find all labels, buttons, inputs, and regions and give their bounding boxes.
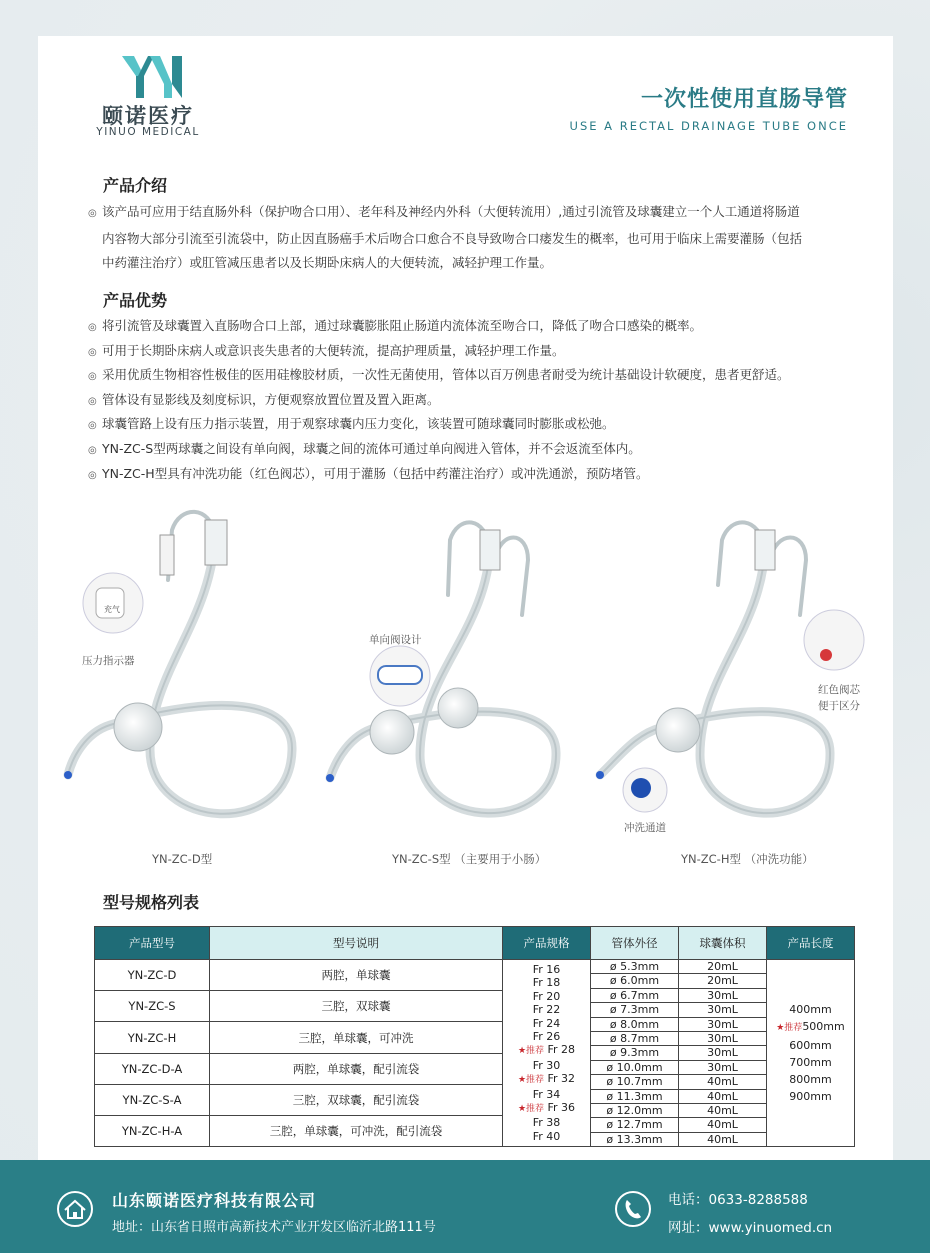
advantage-item: ◎ YN-ZC-S型两球囊之间设有单向阀，球囊之间的流体可通过单向阀进入管体，并不会返流至体内。	[88, 440, 641, 456]
desc-cell: 三腔，双球囊，配引流袋	[210, 1084, 503, 1115]
product-title-en: USE A RECTAL DRAINAGE TUBE ONCE	[569, 119, 848, 133]
recommended-badge: ★推荐	[517, 1046, 545, 1057]
spec-fr-cell	[503, 960, 591, 1147]
brand-name-en: YINUO MEDICAL	[96, 126, 200, 138]
spec-value: Fr 20	[532, 989, 561, 1003]
advantage-item: ◎ YN-ZC-H型具有冲洗功能（红色阀芯），可用于灌肠（包括中药灌注治疗）或冲洗通淤，预防堵管。	[88, 465, 649, 481]
caption-yn-zc-h: YN-ZC-H型 （冲洗功能）	[681, 852, 814, 866]
recommended-badge: ★推荐	[517, 1104, 545, 1115]
recommended-badge: ★推荐	[776, 1023, 803, 1034]
spec-value: 20mL	[679, 960, 766, 974]
model-cell: YN-ZC-S-A	[95, 1084, 210, 1115]
col-length: 产品长度	[767, 927, 855, 960]
desc-cell: 两腔，单球囊，配引流袋	[210, 1053, 503, 1084]
spec-value: 40mL	[679, 1075, 766, 1089]
label-red-valve-1: 红色阀芯	[818, 684, 860, 696]
product-title-cn: 一次性使用直肠导管	[640, 87, 848, 112]
spec-value: 800mm	[789, 1073, 832, 1087]
spec-table-title: 型号规格列表	[103, 893, 200, 912]
advantages-heading: 产品优势	[103, 291, 168, 310]
spec-value: 30mL	[679, 1003, 766, 1017]
spec-value: Fr 34	[532, 1087, 561, 1101]
spec-value: ø 6.7mm	[591, 989, 678, 1003]
spec-length-cell	[767, 960, 855, 1147]
advantage-item: ◎ 采用优质生物相容性极佳的医用硅橡胶材质，一次性无菌使用，管体以百万例患者耐受为统计基础设计软硬度，患者更舒适。	[88, 367, 790, 383]
spec-value: ø 5.3mm	[591, 960, 678, 974]
col-od: 管体外径	[591, 927, 679, 960]
spec-volume-cell	[679, 960, 767, 1147]
company-website[interactable]: 网址：www.yinuomed.cn	[668, 1220, 833, 1236]
col-model: 产品型号	[95, 927, 210, 960]
model-cell: YN-ZC-H	[95, 1022, 210, 1053]
spec-value: 400mm	[789, 1003, 832, 1017]
advantages-list	[88, 314, 878, 486]
spec-value: ø 12.0mm	[591, 1104, 678, 1118]
spec-table	[94, 926, 855, 1147]
company-logo	[88, 54, 208, 142]
desc-cell: 两腔，单球囊	[210, 960, 503, 991]
col-description: 型号说明	[210, 927, 503, 960]
brand-name-cn: 颐诺医疗	[102, 104, 194, 128]
intro-heading: 产品介绍	[103, 176, 168, 195]
label-pressure-indicator: 压力指示器	[82, 655, 135, 667]
spec-value: ø 9.3mm	[591, 1046, 678, 1060]
home-icon	[56, 1190, 94, 1228]
spec-value: ★推荐 Fr 32	[517, 1072, 576, 1086]
spec-value: Fr 38	[532, 1116, 561, 1130]
spec-value: 700mm	[789, 1056, 832, 1070]
spec-value: ø 12.7mm	[591, 1118, 678, 1132]
intro-line: 中药灌注治疗）或肛管减压患者以及长期卧床病人的大便转流，减轻护理工作量。	[102, 255, 553, 270]
spec-value: 30mL	[679, 1018, 766, 1032]
model-cell: YN-ZC-D-A	[95, 1053, 210, 1084]
label-flush-channel: 冲洗通道	[624, 822, 666, 834]
spec-value: ø 10.7mm	[591, 1075, 678, 1089]
product-illustrations	[0, 500, 930, 880]
advantage-item: ◎ 可用于长期卧床病人或意识丧失患者的大便转流，提高护理质量，减轻护理工作量。	[88, 342, 565, 358]
spec-value: Fr 30	[532, 1058, 561, 1072]
yn-logo-mark	[88, 54, 208, 102]
col-spec: 产品规格	[503, 927, 591, 960]
spec-value: 40mL	[679, 1104, 766, 1118]
spec-value: 20mL	[679, 974, 766, 988]
label-red-valve-2: 便于区分	[818, 700, 860, 712]
desc-cell: 三腔，双球囊	[210, 991, 503, 1022]
catheter-yn-zc-h	[596, 522, 864, 813]
spec-value: Fr 40	[532, 1129, 561, 1143]
company-tel: 电话：0633-8288588	[668, 1192, 808, 1208]
spec-value: ø 6.0mm	[591, 974, 678, 988]
company-address: 地址：山东省日照市高新技术产业开发区临沂北路111号	[112, 1220, 436, 1235]
label-one-way-valve: 单向阀设计	[369, 634, 422, 646]
caption-yn-zc-s: YN-ZC-S型 （主要用于小肠）	[392, 852, 547, 866]
spec-value: ★推荐500mm	[776, 1020, 845, 1034]
spec-value: ★推荐 Fr 28	[517, 1043, 576, 1057]
spec-value: ø 8.0mm	[591, 1018, 678, 1032]
intro-text	[88, 200, 868, 276]
company-name: 山东颐诺医疗科技有限公司	[112, 1191, 317, 1210]
spec-value: 30mL	[679, 1061, 766, 1075]
advantage-item: ◎ 球囊管路上设有压力指示装置，用于观察球囊内压力变化，该装置可随球囊同时膨胀或松弛。	[88, 416, 615, 432]
phone-icon	[614, 1190, 652, 1228]
spec-value: 600mm	[789, 1039, 832, 1053]
spec-value: Fr 26	[532, 1030, 561, 1044]
advantage-item: ◎ 将引流管及球囊置入直肠吻合口上部，通过球囊膨胀阻止肠道内流体流至吻合口，降低了吻合口感染的概率。	[88, 318, 703, 333]
recommended-badge: ★推荐	[517, 1075, 545, 1086]
red-valve-inset	[804, 610, 864, 670]
table-row	[95, 960, 855, 991]
spec-od-cell	[591, 960, 679, 1147]
spec-value: 30mL	[679, 1046, 766, 1060]
catheter-yn-zc-s	[326, 522, 556, 813]
col-volume: 球囊体积	[679, 927, 767, 960]
spec-value: ø 7.3mm	[591, 1003, 678, 1017]
spec-value: ★推荐 Fr 36	[517, 1101, 576, 1115]
spec-value: Fr 24	[532, 1016, 561, 1030]
model-cell: YN-ZC-H-A	[95, 1116, 210, 1147]
spec-value: ø 10.0mm	[591, 1061, 678, 1075]
desc-cell: 三腔，单球囊，可冲洗，配引流袋	[210, 1116, 503, 1147]
spec-value: ø 13.3mm	[606, 1132, 663, 1146]
product-title	[570, 82, 848, 133]
footer	[0, 1160, 930, 1253]
spec-value: 40mL	[679, 1090, 766, 1104]
spec-value: Fr 18	[532, 976, 561, 990]
intro-line: ◎ 该产品可应用于结直肠外科（保护吻合口用）、老年科及神经内外科（大便转流用）,通过引流管及球囊建立一个人工通道将肠道	[88, 204, 800, 219]
model-cell: YN-ZC-S	[95, 991, 210, 1022]
spec-value: 40mL	[707, 1132, 738, 1146]
tag-text: 充气	[104, 605, 120, 614]
spec-value: Fr 16	[532, 963, 561, 976]
spec-value: ø 8.7mm	[591, 1032, 678, 1046]
spec-value: ø 11.3mm	[591, 1090, 678, 1104]
table-header-row	[95, 927, 855, 960]
model-cell: YN-ZC-D	[95, 960, 210, 991]
desc-cell: 三腔，单球囊，可冲洗	[210, 1022, 503, 1053]
spec-value: 30mL	[679, 1032, 766, 1046]
caption-yn-zc-d: YN-ZC-D型	[152, 852, 213, 866]
spec-value: 900mm	[789, 1090, 832, 1104]
intro-line: 内容物大部分引流至引流袋中，防止因直肠癌手术后吻合口愈合不良导致吻合口瘘发生的概率，也可用于临床上需要灌肠（包括	[102, 230, 803, 246]
spec-value: 30mL	[679, 989, 766, 1003]
spec-value: 40mL	[679, 1118, 766, 1132]
advantage-item: ◎ 管体设有显影线及刻度标识，方便观察放置位置及置入距离。	[88, 391, 440, 407]
spec-value: Fr 22	[532, 1003, 561, 1017]
